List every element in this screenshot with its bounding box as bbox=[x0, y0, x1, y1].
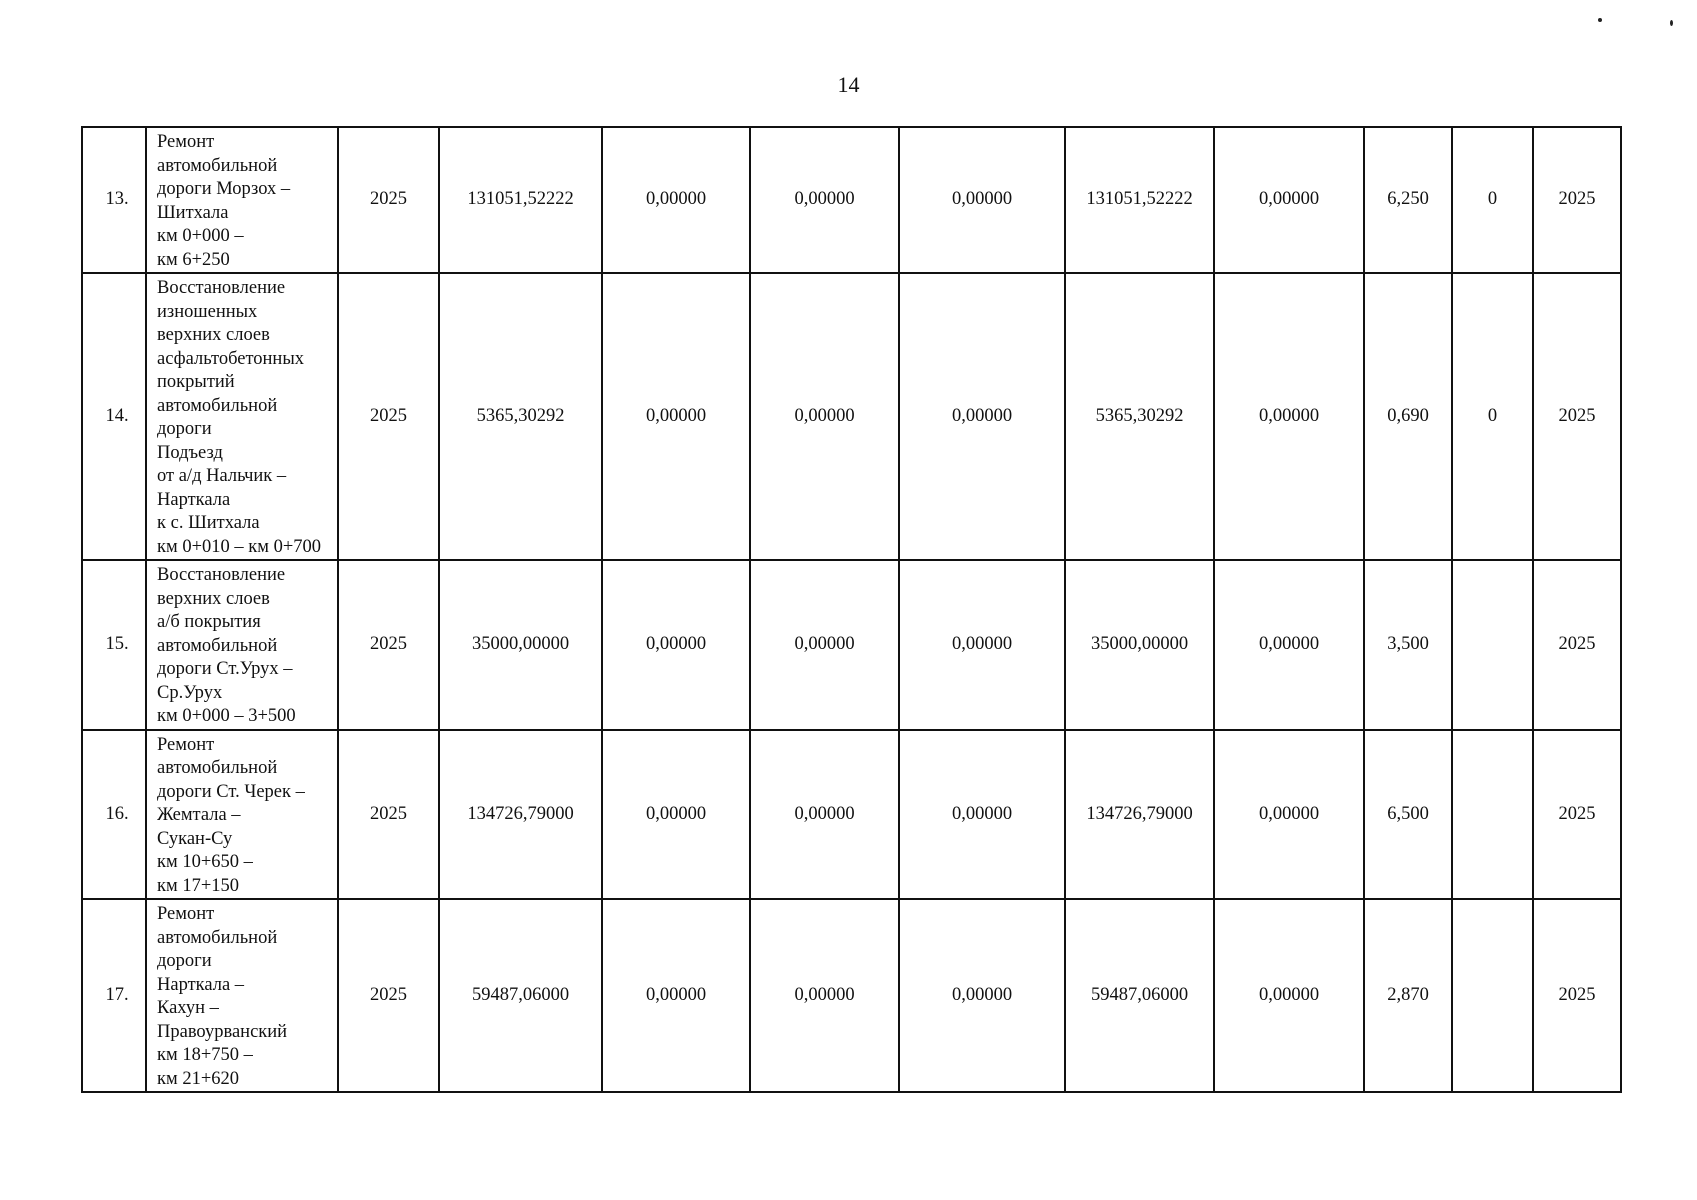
value-cell: 0,00000 bbox=[602, 899, 750, 1092]
value-cell: 0,00000 bbox=[602, 273, 750, 560]
row-number: 13. bbox=[82, 127, 146, 273]
value-cell: 0,00000 bbox=[1214, 273, 1364, 560]
year-start: 2025 bbox=[338, 560, 439, 730]
value-cell bbox=[1452, 560, 1533, 730]
value-cell: 0,00000 bbox=[750, 560, 899, 730]
table-row bbox=[82, 273, 1621, 560]
value-cell: 0,00000 bbox=[750, 273, 899, 560]
object-name: Ремонт автомобильной дороги Ст. Черек – Жемтала – Сукан-Су км 10+650 – км 17+150 bbox=[146, 730, 338, 900]
value-cell: 35000,00000 bbox=[1065, 560, 1214, 730]
value-cell: 0,00000 bbox=[899, 127, 1065, 273]
value-cell bbox=[1452, 899, 1533, 1092]
row-number: 14. bbox=[82, 273, 146, 560]
length-km: 2,870 bbox=[1364, 899, 1452, 1092]
value-cell: 0,00000 bbox=[899, 899, 1065, 1092]
year-start: 2025 bbox=[338, 127, 439, 273]
year-end: 2025 bbox=[1533, 899, 1621, 1092]
table-row bbox=[82, 730, 1621, 900]
row-number: 16. bbox=[82, 730, 146, 900]
value-cell: 0,00000 bbox=[1214, 127, 1364, 273]
total-cost: 131051,52222 bbox=[439, 127, 602, 273]
object-name: Восстановление изношенных верхних слоев асфальтобетонных покрытий автомобильной дороги Подъезд от а/д Нальчик – Нарткала к с. Шитхала км 0+010 – км 0+700 bbox=[146, 273, 338, 560]
value-cell: 5365,30292 bbox=[1065, 273, 1214, 560]
value-cell: 0,00000 bbox=[750, 127, 899, 273]
scan-speck bbox=[1670, 20, 1673, 26]
value-cell: 0,00000 bbox=[899, 273, 1065, 560]
value-cell: 0,00000 bbox=[1214, 899, 1364, 1092]
total-cost: 134726,79000 bbox=[439, 730, 602, 900]
year-end: 2025 bbox=[1533, 127, 1621, 273]
value-cell: 131051,52222 bbox=[1065, 127, 1214, 273]
value-cell: 0,00000 bbox=[750, 730, 899, 900]
object-name: Восстановление верхних слоев а/б покрытия автомобильной дороги Ст.Урух – Ср.Урух км 0+000 – 3+500 bbox=[146, 560, 338, 730]
year-start: 2025 bbox=[338, 273, 439, 560]
value-cell: 0,00000 bbox=[602, 127, 750, 273]
length-km: 6,500 bbox=[1364, 730, 1452, 900]
value-cell: 134726,79000 bbox=[1065, 730, 1214, 900]
table-row bbox=[82, 127, 1621, 273]
value-cell: 0,00000 bbox=[899, 730, 1065, 900]
year-start: 2025 bbox=[338, 730, 439, 900]
total-cost: 59487,06000 bbox=[439, 899, 602, 1092]
table-row bbox=[82, 899, 1621, 1092]
value-cell: 0,00000 bbox=[602, 730, 750, 900]
value-cell: 0,00000 bbox=[602, 560, 750, 730]
value-cell: 59487,06000 bbox=[1065, 899, 1214, 1092]
total-cost: 35000,00000 bbox=[439, 560, 602, 730]
value-cell: 0,00000 bbox=[899, 560, 1065, 730]
scan-speck bbox=[1598, 18, 1602, 22]
total-cost: 5365,30292 bbox=[439, 273, 602, 560]
length-km: 6,250 bbox=[1364, 127, 1452, 273]
value-cell: 0 bbox=[1452, 127, 1533, 273]
value-cell: 0,00000 bbox=[750, 899, 899, 1092]
length-km: 0,690 bbox=[1364, 273, 1452, 560]
row-number: 17. bbox=[82, 899, 146, 1092]
row-number: 15. bbox=[82, 560, 146, 730]
year-start: 2025 bbox=[338, 899, 439, 1092]
value-cell: 0,00000 bbox=[1214, 560, 1364, 730]
value-cell: 0 bbox=[1452, 273, 1533, 560]
object-name: Ремонт автомобильной дороги Морзох – Шитхала км 0+000 – км 6+250 bbox=[146, 127, 338, 273]
value-cell: 0,00000 bbox=[1214, 730, 1364, 900]
year-end: 2025 bbox=[1533, 273, 1621, 560]
length-km: 3,500 bbox=[1364, 560, 1452, 730]
year-end: 2025 bbox=[1533, 730, 1621, 900]
road-works-table bbox=[81, 126, 1622, 1093]
page-number: 14 bbox=[837, 72, 860, 97]
object-name: Ремонт автомобильной дороги Нарткала – Кахун – Правоурванский км 18+750 – км 21+620 bbox=[146, 899, 338, 1092]
year-end: 2025 bbox=[1533, 560, 1621, 730]
value-cell bbox=[1452, 730, 1533, 900]
table-row bbox=[82, 560, 1621, 730]
